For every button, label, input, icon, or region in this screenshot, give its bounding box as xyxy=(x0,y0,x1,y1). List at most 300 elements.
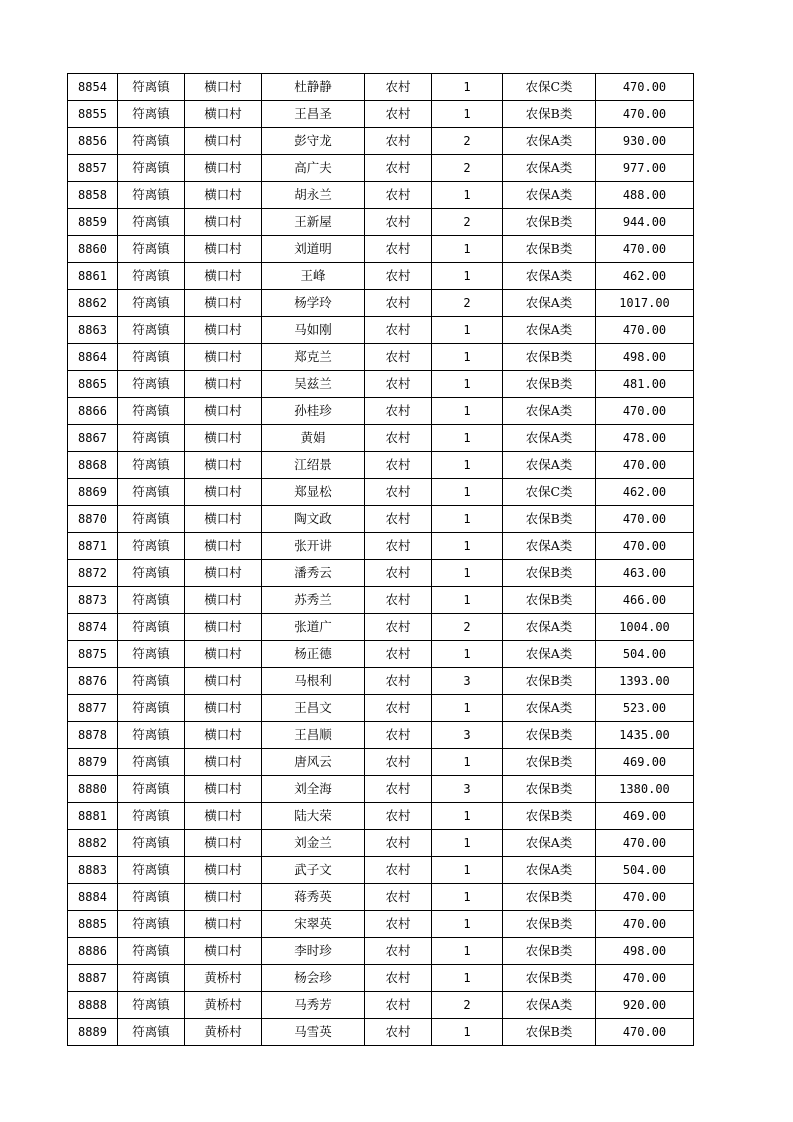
record-id-cell: 8865 xyxy=(68,371,118,398)
amount-cell: 470.00 xyxy=(596,398,694,425)
record-id-cell: 8875 xyxy=(68,641,118,668)
area-type-cell: 农村 xyxy=(365,533,432,560)
town-cell: 符离镇 xyxy=(118,236,185,263)
table-row xyxy=(68,749,694,776)
insurance-category-cell: 农保A类 xyxy=(503,263,596,290)
village-cell: 横口村 xyxy=(185,749,262,776)
village-cell: 横口村 xyxy=(185,911,262,938)
household-size-cell: 1 xyxy=(432,506,503,533)
insurance-category-cell: 农保A类 xyxy=(503,641,596,668)
insurance-category-cell: 农保C类 xyxy=(503,479,596,506)
name-cell: 王昌文 xyxy=(262,695,365,722)
town-cell: 符离镇 xyxy=(118,857,185,884)
name-cell: 马雪英 xyxy=(262,1019,365,1046)
amount-cell: 1017.00 xyxy=(596,290,694,317)
data-table xyxy=(67,73,694,1046)
household-size-cell: 1 xyxy=(432,317,503,344)
amount-cell: 470.00 xyxy=(596,884,694,911)
household-size-cell: 1 xyxy=(432,803,503,830)
record-id-cell: 8887 xyxy=(68,965,118,992)
household-size-cell: 1 xyxy=(432,857,503,884)
table-row xyxy=(68,74,694,101)
name-cell: 李时珍 xyxy=(262,938,365,965)
name-cell: 马根利 xyxy=(262,668,365,695)
name-cell: 蒋秀英 xyxy=(262,884,365,911)
town-cell: 符离镇 xyxy=(118,155,185,182)
village-cell: 横口村 xyxy=(185,209,262,236)
household-size-cell: 1 xyxy=(432,641,503,668)
insurance-category-cell: 农保A类 xyxy=(503,398,596,425)
insurance-category-cell: 农保B类 xyxy=(503,668,596,695)
amount-cell: 463.00 xyxy=(596,560,694,587)
village-cell: 黄桥村 xyxy=(185,965,262,992)
amount-cell: 944.00 xyxy=(596,209,694,236)
table-row xyxy=(68,479,694,506)
insurance-category-cell: 农保B类 xyxy=(503,371,596,398)
record-id-cell: 8886 xyxy=(68,938,118,965)
record-id-cell: 8861 xyxy=(68,263,118,290)
record-id-cell: 8872 xyxy=(68,560,118,587)
record-id-cell: 8856 xyxy=(68,128,118,155)
name-cell: 王昌顺 xyxy=(262,722,365,749)
town-cell: 符离镇 xyxy=(118,560,185,587)
name-cell: 苏秀兰 xyxy=(262,587,365,614)
area-type-cell: 农村 xyxy=(365,344,432,371)
area-type-cell: 农村 xyxy=(365,74,432,101)
area-type-cell: 农村 xyxy=(365,614,432,641)
area-type-cell: 农村 xyxy=(365,938,432,965)
insurance-category-cell: 农保C类 xyxy=(503,74,596,101)
area-type-cell: 农村 xyxy=(365,587,432,614)
amount-cell: 523.00 xyxy=(596,695,694,722)
town-cell: 符离镇 xyxy=(118,938,185,965)
insurance-category-cell: 农保B类 xyxy=(503,749,596,776)
name-cell: 潘秀云 xyxy=(262,560,365,587)
insurance-category-cell: 农保A类 xyxy=(503,155,596,182)
village-cell: 横口村 xyxy=(185,479,262,506)
household-size-cell: 1 xyxy=(432,74,503,101)
area-type-cell: 农村 xyxy=(365,101,432,128)
record-id-cell: 8885 xyxy=(68,911,118,938)
record-id-cell: 8888 xyxy=(68,992,118,1019)
household-size-cell: 1 xyxy=(432,263,503,290)
area-type-cell: 农村 xyxy=(365,695,432,722)
name-cell: 高广夫 xyxy=(262,155,365,182)
amount-cell: 462.00 xyxy=(596,263,694,290)
name-cell: 刘全海 xyxy=(262,776,365,803)
table-row xyxy=(68,398,694,425)
village-cell: 黄桥村 xyxy=(185,1019,262,1046)
town-cell: 符离镇 xyxy=(118,803,185,830)
amount-cell: 469.00 xyxy=(596,749,694,776)
area-type-cell: 农村 xyxy=(365,803,432,830)
town-cell: 符离镇 xyxy=(118,101,185,128)
table-row xyxy=(68,587,694,614)
table-row xyxy=(68,425,694,452)
household-size-cell: 1 xyxy=(432,182,503,209)
table-row xyxy=(68,857,694,884)
insurance-category-cell: 农保B类 xyxy=(503,965,596,992)
amount-cell: 470.00 xyxy=(596,965,694,992)
area-type-cell: 农村 xyxy=(365,155,432,182)
table-row xyxy=(68,641,694,668)
name-cell: 胡永兰 xyxy=(262,182,365,209)
town-cell: 符离镇 xyxy=(118,911,185,938)
village-cell: 横口村 xyxy=(185,425,262,452)
household-size-cell: 2 xyxy=(432,290,503,317)
name-cell: 王昌圣 xyxy=(262,101,365,128)
town-cell: 符离镇 xyxy=(118,263,185,290)
insurance-category-cell: 农保A类 xyxy=(503,317,596,344)
table-row xyxy=(68,344,694,371)
amount-cell: 920.00 xyxy=(596,992,694,1019)
amount-cell: 498.00 xyxy=(596,344,694,371)
record-id-cell: 8878 xyxy=(68,722,118,749)
table-row xyxy=(68,236,694,263)
village-cell: 横口村 xyxy=(185,155,262,182)
household-size-cell: 2 xyxy=(432,992,503,1019)
amount-cell: 470.00 xyxy=(596,452,694,479)
insurance-category-cell: 农保A类 xyxy=(503,128,596,155)
insurance-category-cell: 农保A类 xyxy=(503,992,596,1019)
village-cell: 横口村 xyxy=(185,830,262,857)
village-cell: 横口村 xyxy=(185,290,262,317)
record-id-cell: 8871 xyxy=(68,533,118,560)
name-cell: 陶文政 xyxy=(262,506,365,533)
household-size-cell: 1 xyxy=(432,884,503,911)
insurance-category-cell: 农保A类 xyxy=(503,695,596,722)
amount-cell: 930.00 xyxy=(596,128,694,155)
area-type-cell: 农村 xyxy=(365,425,432,452)
village-cell: 横口村 xyxy=(185,371,262,398)
household-size-cell: 1 xyxy=(432,830,503,857)
village-cell: 横口村 xyxy=(185,641,262,668)
table-row xyxy=(68,803,694,830)
town-cell: 符离镇 xyxy=(118,128,185,155)
town-cell: 符离镇 xyxy=(118,290,185,317)
village-cell: 横口村 xyxy=(185,182,262,209)
insurance-category-cell: 农保B类 xyxy=(503,560,596,587)
town-cell: 符离镇 xyxy=(118,614,185,641)
amount-cell: 470.00 xyxy=(596,74,694,101)
name-cell: 杜静静 xyxy=(262,74,365,101)
amount-cell: 1393.00 xyxy=(596,668,694,695)
record-id-cell: 8855 xyxy=(68,101,118,128)
town-cell: 符离镇 xyxy=(118,965,185,992)
town-cell: 符离镇 xyxy=(118,776,185,803)
insurance-category-cell: 农保B类 xyxy=(503,101,596,128)
town-cell: 符离镇 xyxy=(118,506,185,533)
amount-cell: 470.00 xyxy=(596,911,694,938)
area-type-cell: 农村 xyxy=(365,560,432,587)
name-cell: 吴兹兰 xyxy=(262,371,365,398)
village-cell: 横口村 xyxy=(185,533,262,560)
household-size-cell: 1 xyxy=(432,695,503,722)
area-type-cell: 农村 xyxy=(365,371,432,398)
village-cell: 横口村 xyxy=(185,776,262,803)
table-row xyxy=(68,722,694,749)
town-cell: 符离镇 xyxy=(118,1019,185,1046)
town-cell: 符离镇 xyxy=(118,587,185,614)
name-cell: 王峰 xyxy=(262,263,365,290)
village-cell: 横口村 xyxy=(185,506,262,533)
amount-cell: 462.00 xyxy=(596,479,694,506)
name-cell: 杨正德 xyxy=(262,641,365,668)
record-id-cell: 8877 xyxy=(68,695,118,722)
record-id-cell: 8854 xyxy=(68,74,118,101)
area-type-cell: 农村 xyxy=(365,668,432,695)
area-type-cell: 农村 xyxy=(365,128,432,155)
amount-cell: 470.00 xyxy=(596,317,694,344)
village-cell: 横口村 xyxy=(185,317,262,344)
insurance-category-cell: 农保B类 xyxy=(503,236,596,263)
amount-cell: 478.00 xyxy=(596,425,694,452)
amount-cell: 481.00 xyxy=(596,371,694,398)
insurance-category-cell: 农保B类 xyxy=(503,803,596,830)
village-cell: 横口村 xyxy=(185,803,262,830)
table-row xyxy=(68,668,694,695)
area-type-cell: 农村 xyxy=(365,1019,432,1046)
town-cell: 符离镇 xyxy=(118,317,185,344)
amount-cell: 470.00 xyxy=(596,506,694,533)
record-id-cell: 8882 xyxy=(68,830,118,857)
table-row xyxy=(68,101,694,128)
area-type-cell: 农村 xyxy=(365,992,432,1019)
household-size-cell: 1 xyxy=(432,236,503,263)
name-cell: 黄娟 xyxy=(262,425,365,452)
amount-cell: 469.00 xyxy=(596,803,694,830)
record-id-cell: 8858 xyxy=(68,182,118,209)
table-row xyxy=(68,830,694,857)
area-type-cell: 农村 xyxy=(365,506,432,533)
table-row xyxy=(68,209,694,236)
amount-cell: 498.00 xyxy=(596,938,694,965)
amount-cell: 977.00 xyxy=(596,155,694,182)
record-id-cell: 8860 xyxy=(68,236,118,263)
table-row xyxy=(68,128,694,155)
village-cell: 横口村 xyxy=(185,668,262,695)
household-size-cell: 2 xyxy=(432,155,503,182)
table-row xyxy=(68,155,694,182)
name-cell: 马秀芳 xyxy=(262,992,365,1019)
area-type-cell: 农村 xyxy=(365,965,432,992)
name-cell: 杨学玲 xyxy=(262,290,365,317)
record-id-cell: 8857 xyxy=(68,155,118,182)
insurance-category-cell: 农保A类 xyxy=(503,533,596,560)
name-cell: 刘道明 xyxy=(262,236,365,263)
household-size-cell: 1 xyxy=(432,1019,503,1046)
insurance-category-cell: 农保A类 xyxy=(503,290,596,317)
record-id-cell: 8870 xyxy=(68,506,118,533)
amount-cell: 1380.00 xyxy=(596,776,694,803)
household-size-cell: 1 xyxy=(432,911,503,938)
town-cell: 符离镇 xyxy=(118,344,185,371)
town-cell: 符离镇 xyxy=(118,74,185,101)
area-type-cell: 农村 xyxy=(365,911,432,938)
household-size-cell: 2 xyxy=(432,209,503,236)
town-cell: 符离镇 xyxy=(118,182,185,209)
name-cell: 陆大荣 xyxy=(262,803,365,830)
record-id-cell: 8862 xyxy=(68,290,118,317)
name-cell: 武子文 xyxy=(262,857,365,884)
town-cell: 符离镇 xyxy=(118,830,185,857)
amount-cell: 504.00 xyxy=(596,641,694,668)
household-size-cell: 1 xyxy=(432,560,503,587)
table-row xyxy=(68,290,694,317)
town-cell: 符离镇 xyxy=(118,479,185,506)
household-size-cell: 3 xyxy=(432,668,503,695)
household-size-cell: 1 xyxy=(432,533,503,560)
village-cell: 横口村 xyxy=(185,938,262,965)
town-cell: 符离镇 xyxy=(118,884,185,911)
insurance-category-cell: 农保A类 xyxy=(503,830,596,857)
village-cell: 横口村 xyxy=(185,614,262,641)
table-row xyxy=(68,560,694,587)
record-id-cell: 8884 xyxy=(68,884,118,911)
household-size-cell: 3 xyxy=(432,776,503,803)
area-type-cell: 农村 xyxy=(365,776,432,803)
village-cell: 横口村 xyxy=(185,452,262,479)
insurance-category-cell: 农保A类 xyxy=(503,452,596,479)
name-cell: 张开讲 xyxy=(262,533,365,560)
table-row xyxy=(68,938,694,965)
household-size-cell: 1 xyxy=(432,344,503,371)
town-cell: 符离镇 xyxy=(118,371,185,398)
table-row xyxy=(68,317,694,344)
amount-cell: 470.00 xyxy=(596,101,694,128)
household-size-cell: 2 xyxy=(432,614,503,641)
household-size-cell: 1 xyxy=(432,371,503,398)
town-cell: 符离镇 xyxy=(118,668,185,695)
record-id-cell: 8883 xyxy=(68,857,118,884)
insurance-category-cell: 农保B类 xyxy=(503,1019,596,1046)
record-id-cell: 8889 xyxy=(68,1019,118,1046)
insurance-category-cell: 农保B类 xyxy=(503,587,596,614)
area-type-cell: 农村 xyxy=(365,236,432,263)
record-id-cell: 8859 xyxy=(68,209,118,236)
table-row xyxy=(68,182,694,209)
table-row xyxy=(68,614,694,641)
village-cell: 横口村 xyxy=(185,344,262,371)
record-id-cell: 8868 xyxy=(68,452,118,479)
amount-cell: 466.00 xyxy=(596,587,694,614)
name-cell: 王新屋 xyxy=(262,209,365,236)
town-cell: 符离镇 xyxy=(118,452,185,479)
insurance-category-cell: 农保B类 xyxy=(503,209,596,236)
name-cell: 郑克兰 xyxy=(262,344,365,371)
insurance-category-cell: 农保A类 xyxy=(503,425,596,452)
town-cell: 符离镇 xyxy=(118,992,185,1019)
table-row xyxy=(68,965,694,992)
record-id-cell: 8873 xyxy=(68,587,118,614)
village-cell: 横口村 xyxy=(185,398,262,425)
household-size-cell: 1 xyxy=(432,101,503,128)
amount-cell: 470.00 xyxy=(596,1019,694,1046)
area-type-cell: 农村 xyxy=(365,263,432,290)
insurance-category-cell: 农保B类 xyxy=(503,722,596,749)
village-cell: 横口村 xyxy=(185,587,262,614)
insurance-category-cell: 农保B类 xyxy=(503,776,596,803)
amount-cell: 488.00 xyxy=(596,182,694,209)
area-type-cell: 农村 xyxy=(365,479,432,506)
record-id-cell: 8880 xyxy=(68,776,118,803)
name-cell: 郑显松 xyxy=(262,479,365,506)
name-cell: 孙桂珍 xyxy=(262,398,365,425)
amount-cell: 1435.00 xyxy=(596,722,694,749)
town-cell: 符离镇 xyxy=(118,209,185,236)
table-row xyxy=(68,533,694,560)
village-cell: 横口村 xyxy=(185,236,262,263)
area-type-cell: 农村 xyxy=(365,884,432,911)
amount-cell: 470.00 xyxy=(596,830,694,857)
insurance-category-cell: 农保B类 xyxy=(503,506,596,533)
village-cell: 横口村 xyxy=(185,857,262,884)
record-id-cell: 8867 xyxy=(68,425,118,452)
name-cell: 宋翠英 xyxy=(262,911,365,938)
household-size-cell: 3 xyxy=(432,722,503,749)
record-id-cell: 8864 xyxy=(68,344,118,371)
record-id-cell: 8866 xyxy=(68,398,118,425)
town-cell: 符离镇 xyxy=(118,425,185,452)
insurance-category-cell: 农保B类 xyxy=(503,884,596,911)
table-row xyxy=(68,452,694,479)
town-cell: 符离镇 xyxy=(118,722,185,749)
table-body xyxy=(68,74,694,1046)
household-size-cell: 1 xyxy=(432,452,503,479)
record-id-cell: 8874 xyxy=(68,614,118,641)
table-row xyxy=(68,695,694,722)
village-cell: 横口村 xyxy=(185,695,262,722)
household-size-cell: 1 xyxy=(432,938,503,965)
table-row xyxy=(68,776,694,803)
village-cell: 横口村 xyxy=(185,128,262,155)
record-id-cell: 8863 xyxy=(68,317,118,344)
household-size-cell: 2 xyxy=(432,128,503,155)
area-type-cell: 农村 xyxy=(365,830,432,857)
household-size-cell: 1 xyxy=(432,965,503,992)
insurance-category-cell: 农保B类 xyxy=(503,344,596,371)
town-cell: 符离镇 xyxy=(118,641,185,668)
village-cell: 横口村 xyxy=(185,263,262,290)
table-row xyxy=(68,911,694,938)
table-row xyxy=(68,884,694,911)
name-cell: 彭守龙 xyxy=(262,128,365,155)
village-cell: 横口村 xyxy=(185,884,262,911)
household-size-cell: 1 xyxy=(432,587,503,614)
village-cell: 横口村 xyxy=(185,560,262,587)
insurance-category-cell: 农保A类 xyxy=(503,857,596,884)
town-cell: 符离镇 xyxy=(118,749,185,776)
insurance-category-cell: 农保B类 xyxy=(503,938,596,965)
area-type-cell: 农村 xyxy=(365,857,432,884)
household-size-cell: 1 xyxy=(432,398,503,425)
amount-cell: 470.00 xyxy=(596,236,694,263)
name-cell: 马如刚 xyxy=(262,317,365,344)
record-id-cell: 8876 xyxy=(68,668,118,695)
table-row xyxy=(68,371,694,398)
name-cell: 张道广 xyxy=(262,614,365,641)
village-cell: 横口村 xyxy=(185,74,262,101)
name-cell: 江绍景 xyxy=(262,452,365,479)
amount-cell: 504.00 xyxy=(596,857,694,884)
name-cell: 杨会珍 xyxy=(262,965,365,992)
household-size-cell: 1 xyxy=(432,479,503,506)
town-cell: 符离镇 xyxy=(118,398,185,425)
village-cell: 横口村 xyxy=(185,722,262,749)
area-type-cell: 农村 xyxy=(365,749,432,776)
amount-cell: 1004.00 xyxy=(596,614,694,641)
area-type-cell: 农村 xyxy=(365,452,432,479)
